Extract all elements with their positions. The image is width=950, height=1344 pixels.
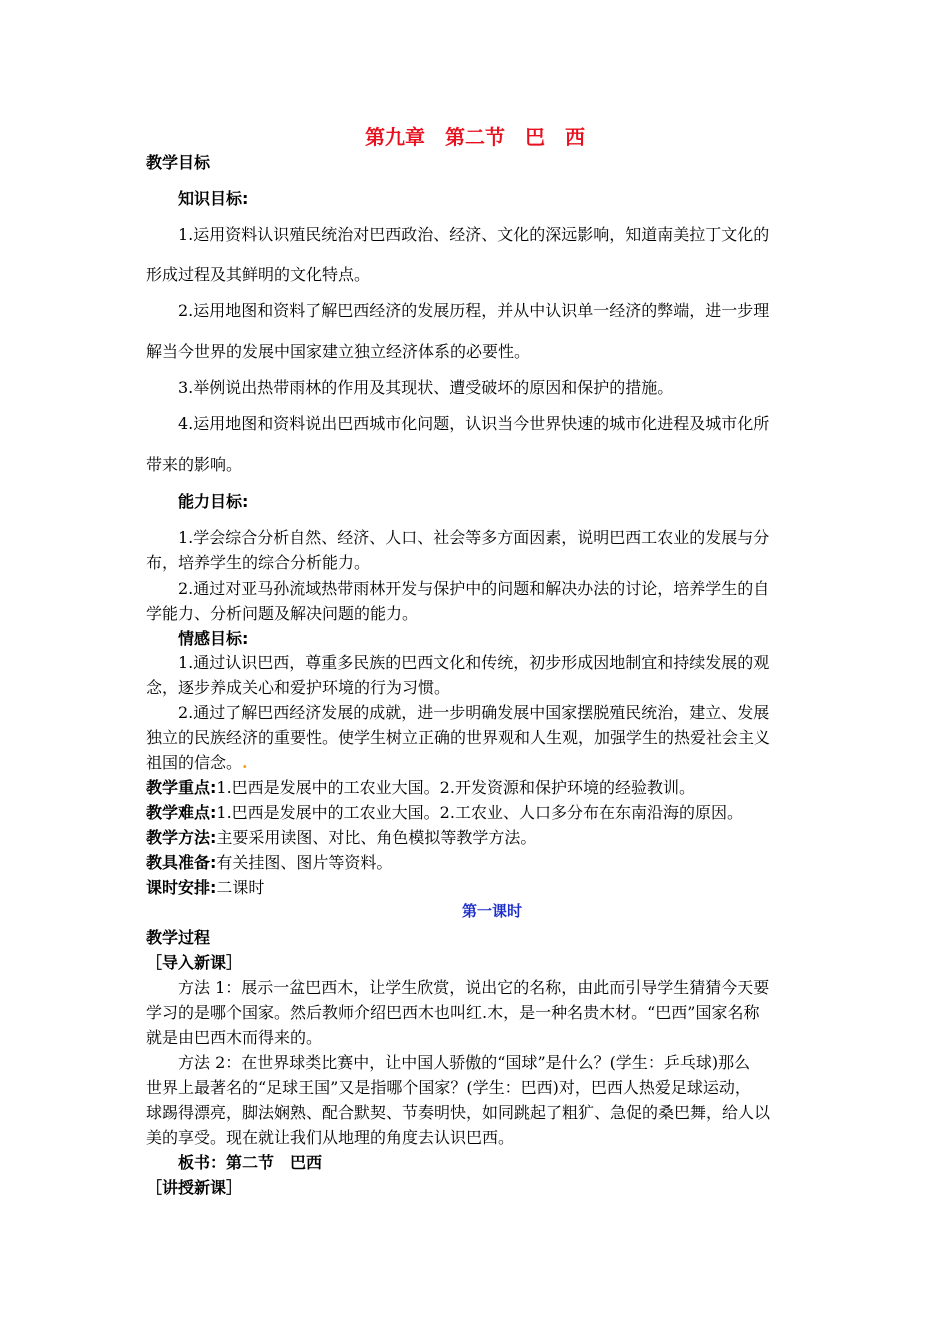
- lecture-heading: ［讲授新课］: [146, 1178, 243, 1197]
- knowledge-item-1: 1.运用资料认识殖民统治对巴西政治、经济、文化的深远影响，知道南美拉丁文化的: [178, 225, 770, 244]
- schedule-label: 课时安排:: [146, 878, 217, 897]
- board-note: 板书：第二节 巴西: [178, 1153, 323, 1172]
- document-title: 第九章 第二节 巴 西: [365, 125, 585, 149]
- knowledge-heading: 知识目标:: [178, 189, 249, 208]
- method-2-line-4: 美的享受。现在就让我们从地理的角度去认识巴西。: [146, 1128, 515, 1147]
- method-1-line-3: 就是由巴西木而得来的。: [146, 1028, 323, 1047]
- knowledge-item-4: 4.运用地图和资料说出巴西城市化问题，认识当今世界快速的城市化进程及城市化所: [178, 414, 770, 433]
- tools-label: 教具准备:: [146, 853, 217, 872]
- key-points-text: 1.巴西是发展中的工农业大国。2.开发资源和保护环境的经验教训。: [216, 778, 695, 797]
- method-2-line-2: 世界上最著名的“足球王国”又是指哪个国家？(学生：巴西)对，巴西人热爱足球运动，: [146, 1078, 751, 1097]
- emotion-item-1-cont: 念，逐步养成关心和爱护环境的行为习惯。: [146, 678, 451, 697]
- emotion-item-2-end: [146, 752, 248, 774]
- difficulties-row: [146, 802, 743, 824]
- session-title: 第一课时: [461, 902, 522, 920]
- key-points-label: 教学重点:: [146, 778, 217, 797]
- emotion-item-2-end-text: 祖国的信念。: [146, 753, 243, 772]
- emotion-item-2: 2.通过了解巴西经济发展的成就，进一步明确发展中国家摆脱殖民统治，建立、发展: [178, 703, 770, 722]
- method-1-line-2: 学习的是哪个国家。然后教师介绍巴西木也叫红.木，是一种名贵木材。“巴西”国家名称: [146, 1003, 760, 1022]
- ability-item-2-cont: 学能力、分析问题及解决问题的能力。: [146, 604, 419, 623]
- ability-heading: 能力目标:: [178, 492, 249, 511]
- emotion-item-1: 1.通过认识巴西，尊重多民族的巴西文化和传统，初步形成因地制宜和持续发展的观: [178, 653, 770, 672]
- knowledge-item-2: 2.运用地图和资料了解巴西经济的发展历程，并从中认识单一经济的弊端，进一步理: [178, 301, 770, 320]
- key-points-row: [146, 777, 695, 799]
- difficulties-label: 教学难点:: [146, 803, 217, 822]
- knowledge-item-2-cont: 解当今世界的发展中国家建立独立经济体系的必要性。: [146, 342, 531, 361]
- schedule-text: 二课时: [216, 878, 265, 897]
- ability-item-2: 2.通过对亚马孙流域热带雨林开发与保护中的问题和解决办法的讨论，培养学生的自: [178, 579, 770, 598]
- schedule-row: [146, 877, 264, 899]
- methods-label: 教学方法:: [146, 828, 217, 847]
- goals-heading: 教学目标: [146, 153, 211, 172]
- intro-heading: ［导入新课］: [146, 953, 243, 972]
- ability-item-1: 1.学会综合分析自然、经济、人口、社会等多方面因素，说明巴西工农业的发展与分: [178, 528, 770, 547]
- knowledge-item-4-cont: 带来的影响。: [146, 455, 243, 474]
- ability-item-1-cont: 布，培养学生的综合分析能力。: [146, 553, 371, 572]
- method-1-line-1: 方法 1：展示一盆巴西木，让学生欣赏，说出它的名称，由此而引导学生猜猜今天要: [178, 978, 770, 997]
- tools-row: [146, 852, 392, 874]
- knowledge-item-1-cont: 形成过程及其鲜明的文化特点。: [146, 265, 371, 284]
- method-2-line-3: 球踢得漂亮，脚法娴熟、配合默契、节奏明快，如同跳起了粗犷、急促的桑巴舞，给人以: [146, 1103, 771, 1122]
- methods-text: 主要采用读图、对比、角色模拟等教学方法。: [216, 828, 537, 847]
- orange-dot-mark: .: [242, 753, 248, 772]
- methods-row: [146, 827, 536, 849]
- emotion-heading: 情感目标:: [178, 629, 249, 648]
- process-heading: 教学过程: [146, 928, 211, 947]
- method-2-line-1: 方法 2：在世界球类比赛中，让中国人骄傲的“国球”是什么？(学生：乒乓球)那么: [178, 1053, 751, 1072]
- knowledge-item-3: 3.举例说出热带雨林的作用及其现状、遭受破坏的原因和保护的措施。: [178, 378, 674, 397]
- difficulties-text: 1.巴西是发展中的工农业大国。2.工农业、人口多分布在东南沿海的原因。: [216, 803, 743, 822]
- emotion-item-2-cont: 独立的民族经济的重要性。使学生树立正确的世界观和人生观，加强学生的热爱社会主义: [146, 728, 771, 747]
- tools-text: 有关挂图、图片等资料。: [216, 853, 393, 872]
